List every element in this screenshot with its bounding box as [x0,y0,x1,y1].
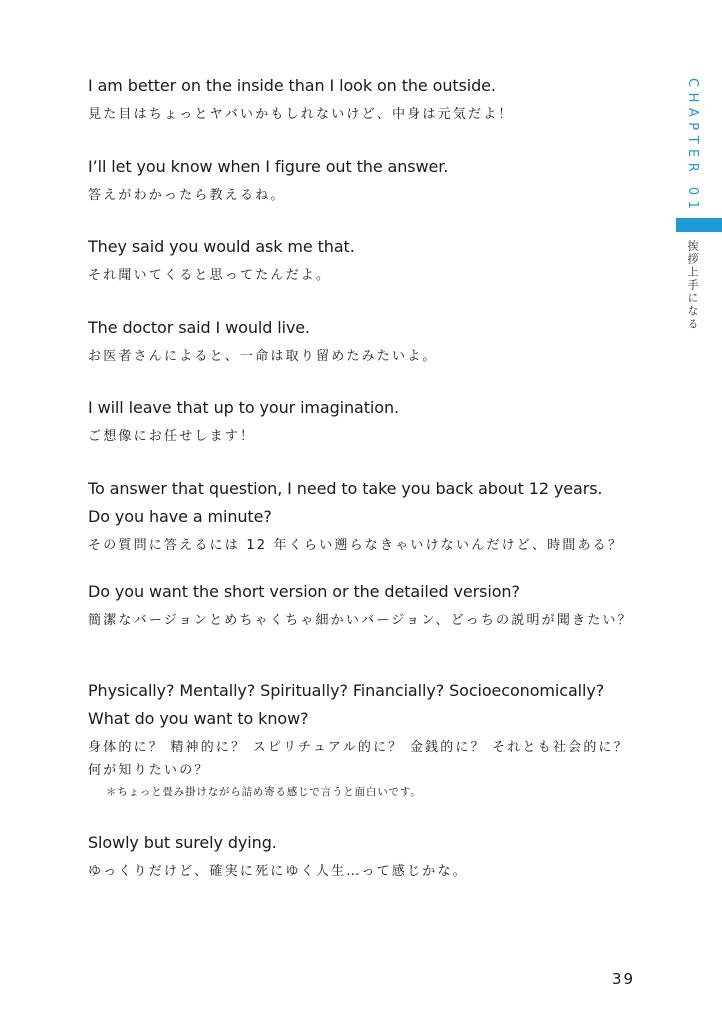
page-number: 39 [612,970,636,988]
english-phrase: I will leave that up to your imagination. [88,398,399,417]
english-phrase: To answer that question, I need to take you back about 12 years. [88,479,603,498]
usage-note: ＊ちょっと畳み掛けながら詰め寄る感じで言うと面白いです。 [106,786,422,798]
chapter-title: 挨拶上手になる [686,240,699,331]
chapter-sidebar [676,0,722,400]
phrase-entry [88,829,648,883]
phrase-entry [88,72,648,126]
english-phrase-line-2: What do you want to know? [88,709,309,728]
japanese-translation: 身体的に？ 精神的に？ スピリチュアル的に？ 金銭的に？ それとも社会的に？ 何が知りたいの？ [88,740,629,778]
japanese-translation: 見た目はちょっとヤバいかもしれないけど、中身は元気だよ！ [88,107,514,122]
english-phrase: Physically? Mentally? Spiritually? Financially? Socioeconomically? [88,681,605,700]
english-phrase-line-2: Do you have a minute? [88,507,272,526]
english-phrase: The doctor said I would live. [88,318,311,337]
phrase-entry [88,314,648,368]
english-phrase: They said you would ask me that. [88,237,355,256]
japanese-translation: ご想像にお任せします！ [88,429,256,444]
phrase-entry [88,394,648,448]
phrase-entry [88,677,648,800]
phrase-entry [88,233,648,287]
english-phrase: Do you want the short version or the detailed version? [88,582,520,601]
phrase-entry [88,153,648,207]
english-phrase: I am better on the inside than I look on the outside. [88,76,496,95]
chapter-accent-bar [676,218,722,232]
japanese-translation: 簡潔なバージョンとめちゃくちゃ細かいバージョン、どっちの説明が聞きたい？ [88,613,633,628]
japanese-translation: その質問に答えるには 12 年くらい遡らなきゃいけないんだけど、時間ある？ [88,538,624,553]
japanese-translation: それ聞いてくると思ってたんだよ。 [88,268,332,283]
japanese-translation: お医者さんによると、一命は取り留めたみたいよ。 [88,349,438,364]
chapter-label: CHAPTER 01 [685,78,700,215]
japanese-translation: 答えがわかったら教えるね。 [88,188,286,203]
phrase-entry [88,475,648,557]
japanese-translation: ゆっくりだけど、確実に死にゆく人生…って感じかな。 [88,864,468,879]
english-phrase: I’ll let you know when I figure out the answer. [88,157,449,176]
phrase-entry [88,578,648,632]
english-phrase: Slowly but surely dying. [88,833,277,852]
